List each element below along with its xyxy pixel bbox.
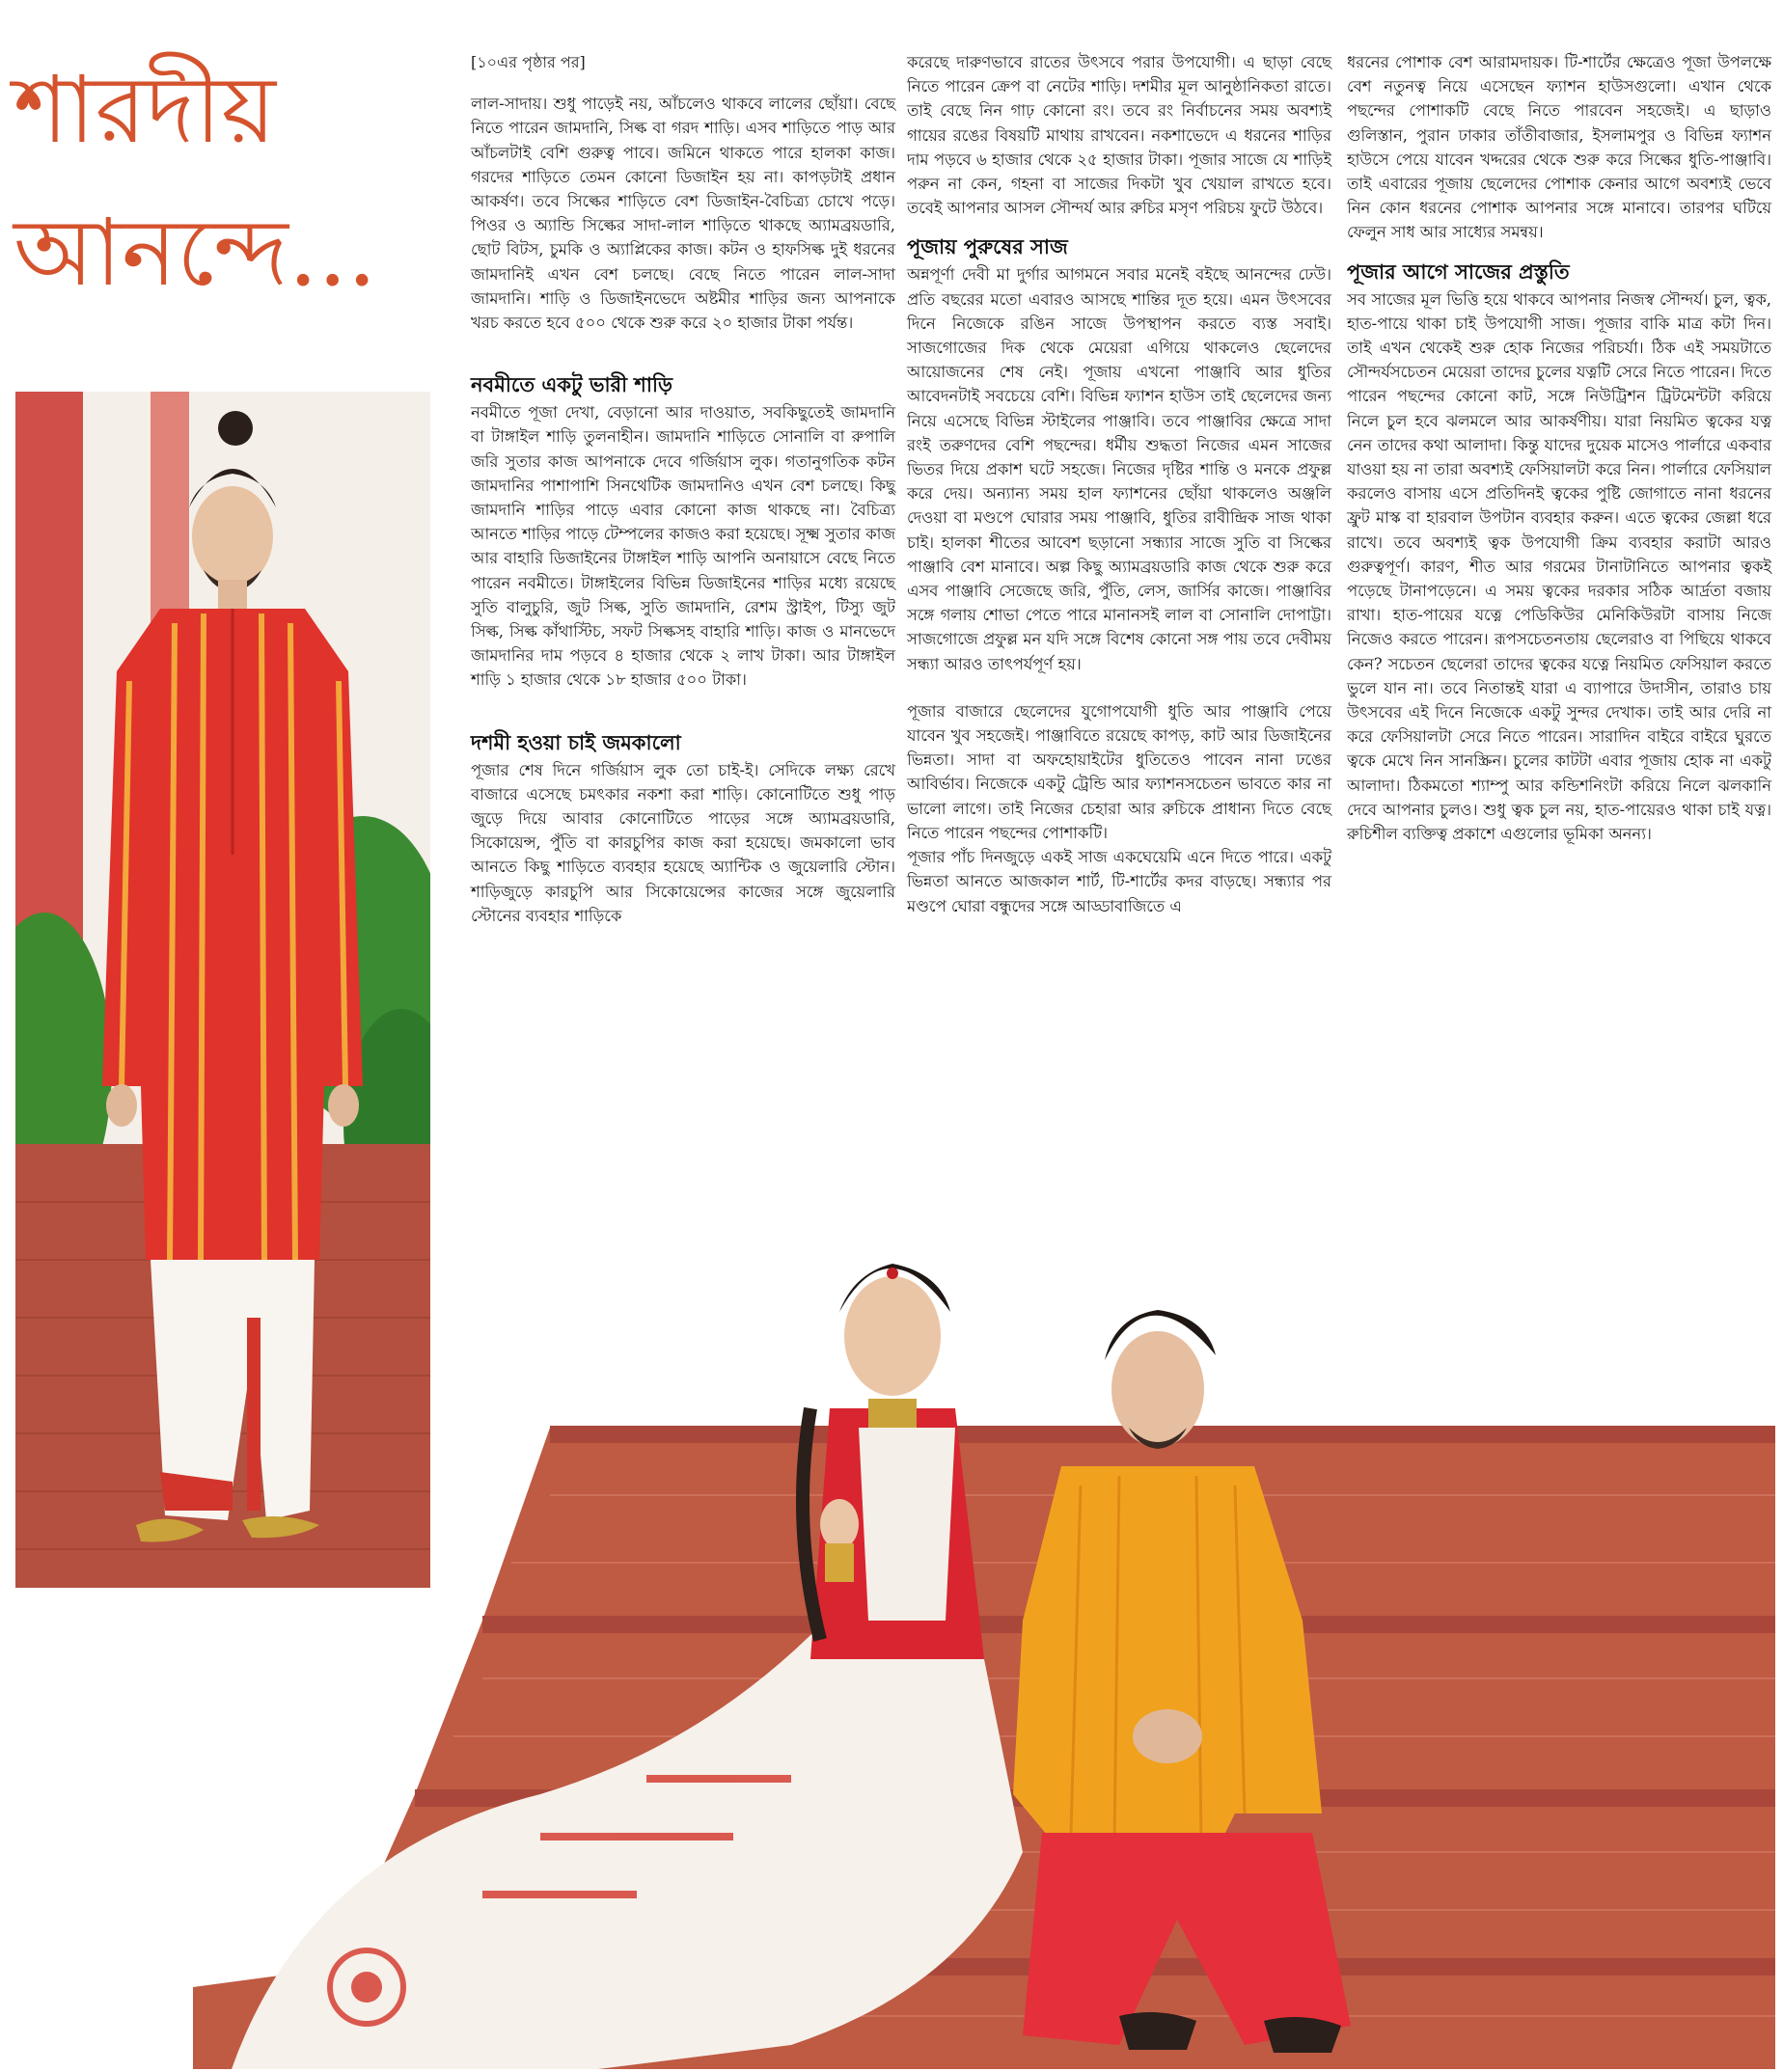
headline	[14, 39, 438, 324]
column-1-dashami-body: পূজার শেষ দিনে গর্জিয়াস লুক তো চাই-ই। সেদিকে লক্ষ্য রেখে বাজারে এসেছে চমৎকার নকশা করা শাড়ি। কোনোটিতে শুধু পাড় জুড়ে দিয়ে আবার কোনোটিতে পাড়ের সঙ্গে অ্যামব্রয়ডারি, সিকোয়েন্স, পুঁতি বা কারচুপির কাজ করা হয়েছে। জমকালো ভাব আনতে কিছু শাড়িতে ব্যবহার হয়েছে অ্যান্টিক ও জুয়েলারি স্টোন। শাড়িজুড়ে কারচুপি আর সিকোয়েন্সের কাজের সঙ্গে জুয়েলারি স্টোনের ব্যবহার শাড়িকে	[471, 760, 895, 925]
headline-line-2: আনন্দে...	[14, 199, 377, 307]
heading-nabami: নবমীতে একটু ভারী শাড়ি	[471, 373, 672, 397]
heading-preparation: পূজার আগে সাজের প্রস্তুতি	[1347, 259, 1570, 284]
photo-couple-on-steps	[193, 1119, 1775, 2069]
column-2-intro: করেছে দারুণভাবে রাতের উৎসবে পরার উপযোগী। এ ছাড়া বেছে নিতে পারেন ক্রেপ বা নেটের শাড়ি। দশমীর মূল আনুষ্ঠানিকতা রাতে। তাই বেছে নিন গাঢ় কোনো রং। তবে রং নির্বাচনের সময় অবশ্যই গায়ের রঙের বিষয়টি মাথায় রাখবেন। নকশাভেদে এ ধরনের শাড়ির দাম পড়বে ৬ হাজার থেকে ২৫ হাজার টাকা। পূজার সাজে যে শাড়িই পরুন না কেন, গহনা বা সাজের দিকটা খুব খেয়াল রাখতে হবে। তবেই আপনার আসল সৌন্দর্য আর রুচির মসৃণ পরিচয় ফুটে উঠবে।	[907, 53, 1331, 218]
column-2-market-body: পূজার বাজারে ছেলেদের যুগোপযোগী ধুতি আর পাঞ্জাবি পেয়ে যাবেন খুব সহজেই। পাঞ্জাবিতে রয়েছে কাপড়, কাট আর ডিজাইনের ভিন্নতা। সাদা বা অফহোয়াইটের ধুতিতেও পাবেন নানা ঢঙের আবির্ভাব। নিজেকে একটু ট্রেন্ডি আর ফ্যাশনসচেতন ভাবতে কার না ভালো লাগে। তাই নিজের চেহারা আর রুচিকে প্রাধান্য দিতে বেছে নিতে পারেন পছন্দের পোশাকটি।	[907, 701, 1331, 842]
column-1-intro: লাল-সাদায়। শুধু পাড়েই নয়, আঁচলেও থাকবে লালের ছোঁয়া। বেছে নিতে পারেন জামদানি, সিল্ক বা গরদ শাড়ি। এসব শাড়িতে পাড় আর আঁচলটাই বেশি গুরুত্ব পাবে। জমিনে থাকতে পারে হালকা কাজ। গরদের শাড়িতে তেমন কোনো ডিজাইন হয় না। কাপড়টাই প্রধান আকর্ষণ। তবে সিল্কের শাড়িতে বেশ ডিজাইন-বৈচিত্র্য চোখে পড়ে। পিওর ও অ্যান্ডি সিল্কের সাদা-লাল শাড়িতে থাকছে অ্যামব্রয়ডারি, ছোট বিটস, চুমকি ও অ্যাপ্লিকের কাজ। কটন ও হাফসিল্ক দুই ধরনের জামদানিই এখন বেশ চলছে। বেছে নিতে পারেন লাল-সাদা জামদানি। শাড়ি ও ডিজাইনভেদে অষ্টমীর শাড়ির জন্য আপনাকে খরচ করতে হবে ৫০০ থেকে শুরু করে ২০ হাজার টাকা পর্যন্ত।	[471, 95, 895, 333]
column-2	[907, 50, 1331, 918]
column-1-nabami-body: নবমীতে পূজা দেখা, বেড়ানো আর দাওয়াত, সবকিছুতেই জামদানি বা টাঙ্গাইল শাড়ি তুলনাহীন। জামদানি শাড়িতে সোনালি বা রুপালি জরি সুতার কাজ আপনাকে দেবে গর্জিয়াস লুক। গতানুগতিক কটন জামদানির পাশাপাশি সিনথেটিক জামদানিও এখন বেশ চলছে। কিছু জামদানি শাড়ির পাড়ে এবার কোনো কাজ থাকছে না। বৈচিত্র্য আনতে শাড়ির পাড়ে টেম্পলের কাজও করা হয়েছে। সূক্ষ্ম সুতার কাজ আর বাহারি ডিজাইনের টাঙ্গাইল শাড়ি আপনি অনায়াসে বেছে নিতে পারেন নবমীতে। টাঙ্গাইলের বিভিন্ন ডিজাইনের শাড়ির মধ্যে রয়েছে সুতি বালুচুরি, জুট সিল্ক, সুতি জামদানি, রেশম স্ট্রাইপ, টিস্যু জুট সিল্ক, সিল্ক কাঁথাস্টিচ, সফট সিল্কসহ বাহারি শাড়ি। কাজ ও মানভেদে জামদানির দাম পড়বে ৪ হাজার থেকে ২ লাখ টাকা। আর টাঙ্গাইল শাড়ি ১ হাজার থেকে ১৮ হাজার ৫০০ টাকা।	[471, 403, 895, 690]
column-1	[471, 50, 895, 928]
headline-line-1: শারদীয়	[14, 56, 276, 164]
continuation-note: [১০এর পৃষ্ঠার পর]	[471, 53, 586, 71]
heading-mens-style: পূজায় পুরুষের সাজ	[907, 235, 1068, 259]
column-3-intro: ধরনের পোশাক বেশ আরামদায়ক। টি-শার্টের ক্ষেত্রেও পূজা উপলক্ষে বেশ নতুনত্ব নিয়ে এসেছেন ফ্যাশন হাউসগুলো। এখান থেকে পছন্দের পোশাকটি বেছে নিতে পারবেন সহজেই। এ ছাড়াও গুলিস্তান, পুরান ঢাকার তাঁতীবাজার, ইসলামপুর ও বিভিন্ন ফ্যাশন হাউসে পেয়ে যাবেন খদ্দরের থেকে শুরু করে সিল্কের ধুতি-পাঞ্জাবি। তাই এবারের পূজায় ছেলেদের পোশাক কেনার আগে অবশ্যই ভেবে নিন কোন ধরনের পোশাক আপনার সঙ্গে মানাবে। তারপর ঘটিয়ে ফেলুন সাধ আর সাধ্যের সমন্বয়।	[1347, 53, 1771, 242]
column-3	[1347, 50, 1771, 846]
column-2-mens-body: অন্নপূর্ণা দেবী মা দুর্গার আগমনে সবার মনেই বইছে আনন্দের ঢেউ। প্রতি বছরের মতো এবারও আসছে শান্তির দূত হয়ে। এমন উৎসবের দিনে নিজেকে রঙিন সাজে উপস্থাপন করতে ব্যস্ত সবাই। সাজগোজের দিক থেকে মেয়েরা এগিয়ে থাকলেও ছেলেদের আয়োজনের শেষ নেই। পূজায় এখনো পাঞ্জাবি আর ধুতির আবেদনটাই সবচেয়ে বেশি। বিভিন্ন ফ্যাশন হাউস তাই ছেলেদের জন্য নিয়ে এসেছে বিভিন্ন স্টাইলের পাঞ্জাবি। তবে পাঞ্জাবির ক্ষেত্রে সাদা রংই তরুণদের বেশি পছন্দের। ধর্মীয় শুদ্ধতা নিজের এমন সাজের ভিতর দিয়ে প্রকাশ ঘটে সহজে। নিজের দৃষ্টির শান্তি ও মনকে প্রফুল্ল করে দেয়। অন্যান্য সময় হাল ফ্যাশনের ছোঁয়া থাকলেও অঞ্জলি দেওয়া বা মণ্ডপে ঘোরার সময় পাঞ্জাবি, ধুতির রাবীন্দ্রিক সাজ থাকা চাই। হালকা শীতের আবেশ ছড়ানো সন্ধ্যার সাজে সুতি বা সিল্কের পাঞ্জাবি বেশ মানাবে। অল্প কিছু অ্যামব্রয়ডারি কাজ থেকে শুরু করে এসব পাঞ্জাবি সেজেছে জরি, পুঁতি, লেস, জার্সির কাজে। পাঞ্জাবির সঙ্গে গলায় শোভা পেতে পারে মানানসই লাল বা সোনালি দোপাট্টা। সাজগোজে প্রফুল্ল মন যদি সঙ্গে বিশেষ কোনো সঙ্গ পায় তবে দেবীময় সন্ধ্যা আরও তাৎপর্যপূর্ণ হয়।	[907, 265, 1331, 673]
heading-dashami: দশমী হওয়া চাই জমকালো	[471, 730, 681, 754]
column-2-shirt-body: পূজার পাঁচ দিনজুড়ে একই সাজ একঘেয়েমি এনে দিতে পারে। একটু ভিন্নতা আনতে আজকাল শার্ট, টি-শার্টের কদর বাড়ছে। সন্ধ্যার পর মণ্ডপে ঘোরা বন্ধুদের সঙ্গে আড্ডাবাজিতে এ	[907, 848, 1331, 915]
column-3-preparation-body: সব সাজের মূল ভিত্তি হয়ে থাকবে আপনার নিজস্ব সৌন্দর্য। চুল, ত্বক, হাত-পায়ে থাকা চাই উপযোগী সাজ। পূজার বাকি মাত্র কটা দিন। তাই এখন থেকেই শুরু হোক নিজের পরিচর্যা। ঠিক এই সময়টাতে সৌন্দর্যসচেতন মেয়েরা তাদের চুলের যত্নটি সেরে নিতে পারেন। দিতে পারেন পছন্দের কোনো কাট, সঙ্গে নিউট্রিশন ট্রিটমেন্টটা করিয়ে নিলে চুল হবে ঝলমলে আর আকর্ষণীয়। যারা নিয়মিত ত্বকের যত্ন নেন তাদের কথা আলাদা। কিন্তু যাদের দুয়েক মাসেও পার্লারে একবার যাওয়া হয় না তারা অবশ্যই ফেসিয়ালটা করে নিন। পার্লারে ফেসিয়াল করলেও বাসায় এসে প্রতিদিনই ত্বকের পুষ্টি জোগাতে নানা ধরনের ফ্রুট মাস্ক বা হারবাল উপটান ব্যবহার করুন। এতে ত্বকের জেল্লা ধরে রাখে। তবে অবশ্যই ত্বক উপযোগী ক্রিম ব্যবহার করাটা আরও গুরুত্বপূর্ণ। কারণ, শীত আর গরমের টানাটানিতে আপনার ত্বকই পড়েছে টানাপড়েনে। এ সময় ত্বকের দরকার সঠিক আর্দ্রতা বজায় রাখা। হাত-পায়ের যত্নে পেডিকিউর মেনিকিউরটা বাসায় নিজে নিজেও করতে পারেন। রূপসচেতনতায় ছেলেরাও বা পিছিয়ে থাকবে কেন? সচেতন ছেলেরা তাদের ত্বকের যত্নে নিয়মিত ফেসিয়াল করতে ভুলে যান না। তবে নিতান্তই যারা এ ব্যাপারে উদাসীন, তারাও চায় উৎসবের এই দিনে নিজেকে একটু সুন্দর দেখাক। তাই আর দেরি না করে ফেসিয়ালটা সেরে নিতে পারেন। সারাদিন বাইরে বাইরে ঘুরতে ত্বকে মেখে নিন সানস্ক্রিন। চুলের কাটটা এবার পূজায় হোক না একটু আলাদা। ঠিকমতো শ্যাম্পু আর কন্ডিশনিংটা করিয়ে নিলে ঝলকানি দেবে আপনার চুলও। শুধু ত্বক চুল নয়, হাত-পায়েরও থাকা চাই যত্ন। রুচিশীল ব্যক্তিত্ব প্রকাশে এগুলোর ভূমিকা অনন্য।	[1347, 289, 1771, 844]
photo-couple-illustration	[193, 1119, 1775, 2069]
